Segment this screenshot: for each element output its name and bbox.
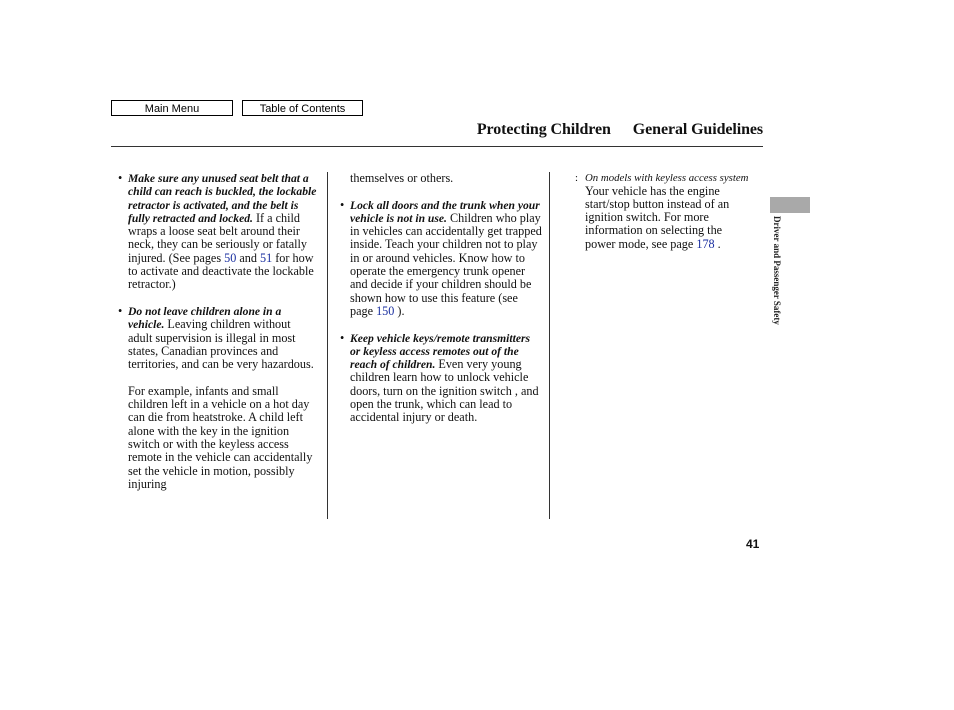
bullet-do-not-leave-children (118, 305, 318, 371)
bullet-text: for how to activate and deactivate the lockable retractor.) (128, 250, 314, 292)
bullet-icon: • (118, 171, 123, 185)
page-title (477, 121, 763, 139)
bullet-text: ). (394, 303, 405, 318)
bullet-lock-doors (340, 199, 542, 319)
bullet-text: Children who play in vehicles can accidentally get trapped inside. Teach your children not to play in or around vehicles. Know how to operate the emergency trunk opener and decide if your children should be shown how to use this feature (see page (350, 210, 542, 318)
paragraph-example: For example, infants and small children left in a vehicle on a hot day can die from heatstroke. A child left alone with the key in the ignition switch or with the keyless access remote in the vehicle can accidentally set the vehicle in motion, possibly injuring (128, 383, 313, 491)
note-body (575, 185, 755, 251)
column-right-note (575, 172, 755, 251)
bullet-icon: • (340, 197, 345, 212)
paragraph-continued: themselves or others. (350, 171, 454, 185)
page-link-51[interactable]: 51 (260, 250, 273, 265)
note-heading (575, 172, 755, 185)
bullet-heading: Do not leave children alone in a vehicle. (128, 304, 282, 332)
page-link-178[interactable]: 178 (696, 236, 715, 251)
side-section-label: Driver and Passenger Safety (772, 216, 782, 325)
header-rule (111, 146, 763, 147)
section-tab-marker (770, 197, 810, 213)
bullet-keep-keys (340, 332, 542, 425)
bullet-text: If a child wraps a loose seat belt around their neck, they can be seriously or fatally injured. (See pages (128, 210, 308, 265)
bullet-icon: • (340, 330, 345, 345)
page-number: 41 (746, 537, 760, 551)
note-marker: : (575, 172, 578, 184)
bullet-heading: Keep vehicle keys/remote transmitters or keyless access remotes out of the reach of children. (350, 331, 530, 372)
bullet-heading: Make sure any unused seat belt that a child can reach is buckled, the lockable retractor is activated, and the belt is fully retracted and locked. (128, 172, 317, 225)
note-text: Your vehicle has the engine start/stop button instead of an ignition switch. For more information on selecting the power mode, see page (585, 183, 730, 251)
main-menu-button[interactable]: Main Menu (111, 100, 233, 116)
bullet-unused-seat-belt (118, 172, 318, 292)
note-text: . (714, 236, 721, 251)
table-of-contents-button[interactable]: Table of Contents (242, 100, 363, 116)
bullet-icon: • (118, 303, 123, 318)
subsection-title: General Guidelines (632, 121, 763, 138)
bullet-text: Even very young children learn how to unlock vehicle doors, turn on the ignition switch , and open the trunk, which can lead to accidental injury or death. (350, 357, 539, 425)
column-left (118, 172, 318, 491)
page-link-150[interactable]: 150 (376, 303, 395, 318)
page-link-50[interactable]: 50 (224, 250, 237, 265)
bullet-text: and (236, 250, 261, 265)
note-heading-text: On models with keyless access system (585, 172, 749, 184)
column-middle (340, 172, 542, 425)
column-divider (327, 172, 328, 519)
bullet-heading: Lock all doors and the trunk when your vehicle is not in use. (350, 198, 540, 225)
column-divider (549, 172, 550, 519)
section-title: Protecting Children (476, 121, 611, 138)
bullet-text: Leaving children without adult supervision is illegal in most states, Canadian provinces and territories, and can be very hazardous. (128, 317, 314, 372)
